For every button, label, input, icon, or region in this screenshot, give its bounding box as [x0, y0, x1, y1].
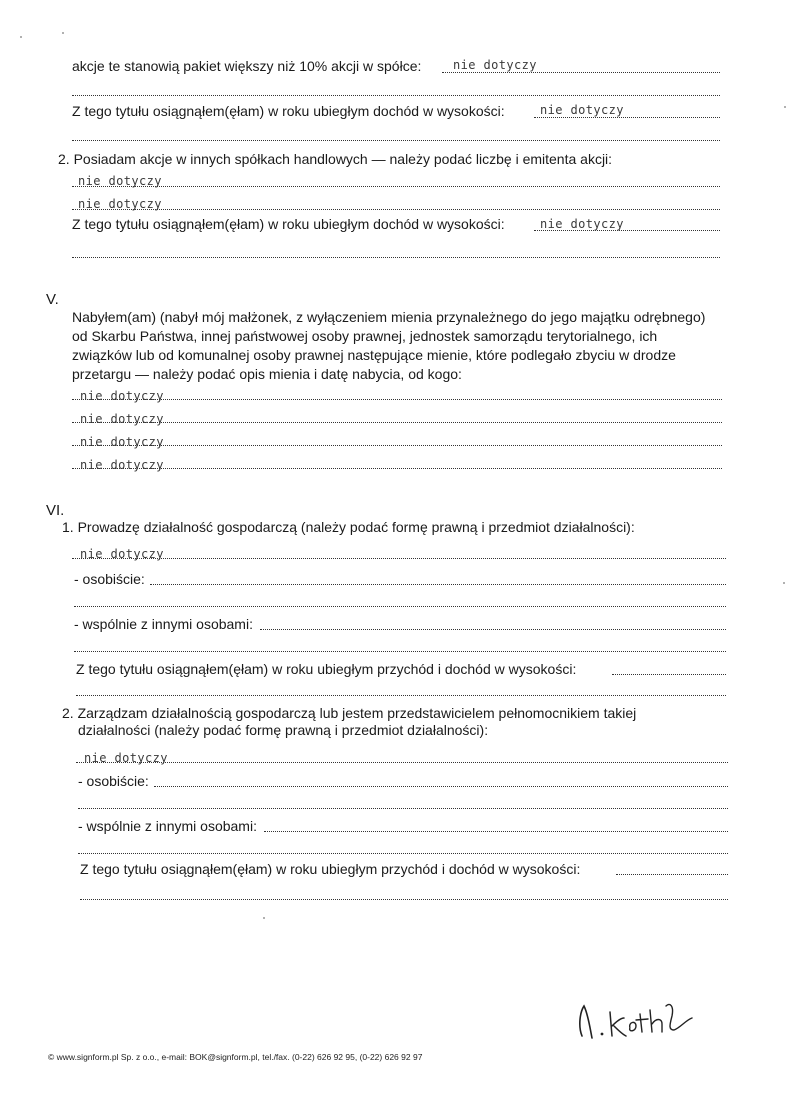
- business-activity-line[interactable]: [72, 558, 726, 559]
- management-jointly-line-2[interactable]: [78, 853, 728, 854]
- business-personally-line-2[interactable]: [74, 606, 726, 607]
- management-personally-line[interactable]: [154, 786, 728, 787]
- other-shares-value-1: nie dotyczy: [78, 174, 162, 188]
- scan-speck: [263, 917, 265, 919]
- scan-speck: [783, 582, 785, 584]
- income-value-1: nie dotyczy: [540, 103, 624, 117]
- section-vi-heading: VI.: [46, 502, 65, 519]
- section-v-value-2: nie dotyczy: [80, 412, 164, 426]
- section-v-value-4: nie dotyczy: [80, 458, 164, 472]
- income-line-1[interactable]: [534, 117, 720, 118]
- section-v-heading: V.: [46, 291, 59, 308]
- management-jointly-line[interactable]: [264, 831, 728, 832]
- business-jointly-line-2[interactable]: [74, 651, 726, 652]
- management-label-2: działalności (należy podać formę prawną i przedmiot działalności):: [78, 722, 489, 738]
- other-shares-label: 2. Posiadam akcje w innych spółkach handlowych — należy podać liczbę i emitenta akcji:: [58, 151, 613, 167]
- management-income-line[interactable]: [616, 874, 728, 875]
- income-label-2: Z tego tytułu osiągnąłem(ęłam) w roku ubiegłym dochód w wysokości:: [72, 216, 505, 232]
- section-v-paragraph: Nabyłem(am) (nabył mój małżonek, z wyłączeniem mienia przynależnego do jego majątku odrębnego) od Skarbu Państwa, innej państwowej osoby prawnej, jednostek samorządu terytorialnego, ich związków lub od komunalnej osoby prawnej następujące mienie, które podlegało zbyciu w drodze przetargu — należy podać opis mienia i datę nabycia, od kogo:: [72, 309, 706, 382]
- footer-copyright: © www.signform.pl Sp. z o.o., e-mail: BOK@signform.pl, tel./fax. (0-22) 626 92 95, (0-22) 626 92 97: [48, 1052, 423, 1062]
- section-v-value-3: nie dotyczy: [80, 435, 164, 449]
- section-v-line-3[interactable]: [72, 445, 722, 446]
- section-v-line-4[interactable]: [72, 468, 722, 469]
- business-personally-label: - osobiście:: [74, 571, 145, 587]
- business-activity-value: nie dotyczy: [80, 547, 164, 561]
- management-personally-line-2[interactable]: [78, 808, 728, 809]
- management-label-1: 2. Zarządzam działalnością gospodarczą lub jestem przedstawicielem pełnomocnikiem takiej: [62, 705, 637, 721]
- scan-speck: [62, 32, 64, 34]
- section-v-value-1: nie dotyczy: [80, 389, 164, 403]
- other-shares-line-1[interactable]: [72, 186, 720, 187]
- handwritten-signature: [570, 992, 700, 1044]
- business-income-line-2[interactable]: [76, 695, 726, 696]
- shares-over-10-label: akcje te stanowią pakiet większy niż 10% akcji w spółce:: [72, 58, 422, 74]
- business-jointly-label: - wspólnie z innymi osobami:: [74, 616, 253, 632]
- management-line[interactable]: [76, 762, 728, 763]
- shares-over-10-line-2[interactable]: [72, 95, 720, 96]
- income-label-1: Z tego tytułu osiągnąłem(ęłam) w roku ubiegłym dochód w wysokości:: [72, 103, 505, 119]
- income-value-2: nie dotyczy: [540, 217, 624, 231]
- other-shares-line-2[interactable]: [72, 209, 720, 210]
- management-income-line-2[interactable]: [80, 899, 728, 900]
- business-activity-label: 1. Prowadzę działalność gospodarczą (należy podać formę prawną i przedmiot działalności):: [62, 519, 635, 535]
- business-income-label: Z tego tytułu osiągnąłem(ęłam) w roku ubiegłym przychód i dochód w wysokości:: [76, 661, 577, 677]
- section-v-line-2[interactable]: [72, 422, 722, 423]
- income-line-1b[interactable]: [72, 140, 720, 141]
- business-income-line[interactable]: [612, 674, 726, 675]
- management-personally-label: - osobiście:: [78, 773, 149, 789]
- management-income-label: Z tego tytułu osiągnąłem(ęłam) w roku ubiegłym przychód i dochód w wysokości:: [80, 861, 581, 877]
- management-value: nie dotyczy: [84, 751, 168, 765]
- scan-speck: [20, 36, 22, 38]
- business-personally-line[interactable]: [150, 584, 726, 585]
- other-shares-value-2: nie dotyczy: [78, 197, 162, 211]
- section-v-line-1[interactable]: [72, 399, 722, 400]
- scan-speck: [784, 106, 786, 108]
- income-line-2b[interactable]: [72, 257, 720, 258]
- business-jointly-line[interactable]: [260, 629, 726, 630]
- management-jointly-label: - wspólnie z innymi osobami:: [78, 818, 257, 834]
- shares-over-10-value: nie dotyczy: [453, 58, 537, 72]
- shares-over-10-line[interactable]: [442, 72, 720, 73]
